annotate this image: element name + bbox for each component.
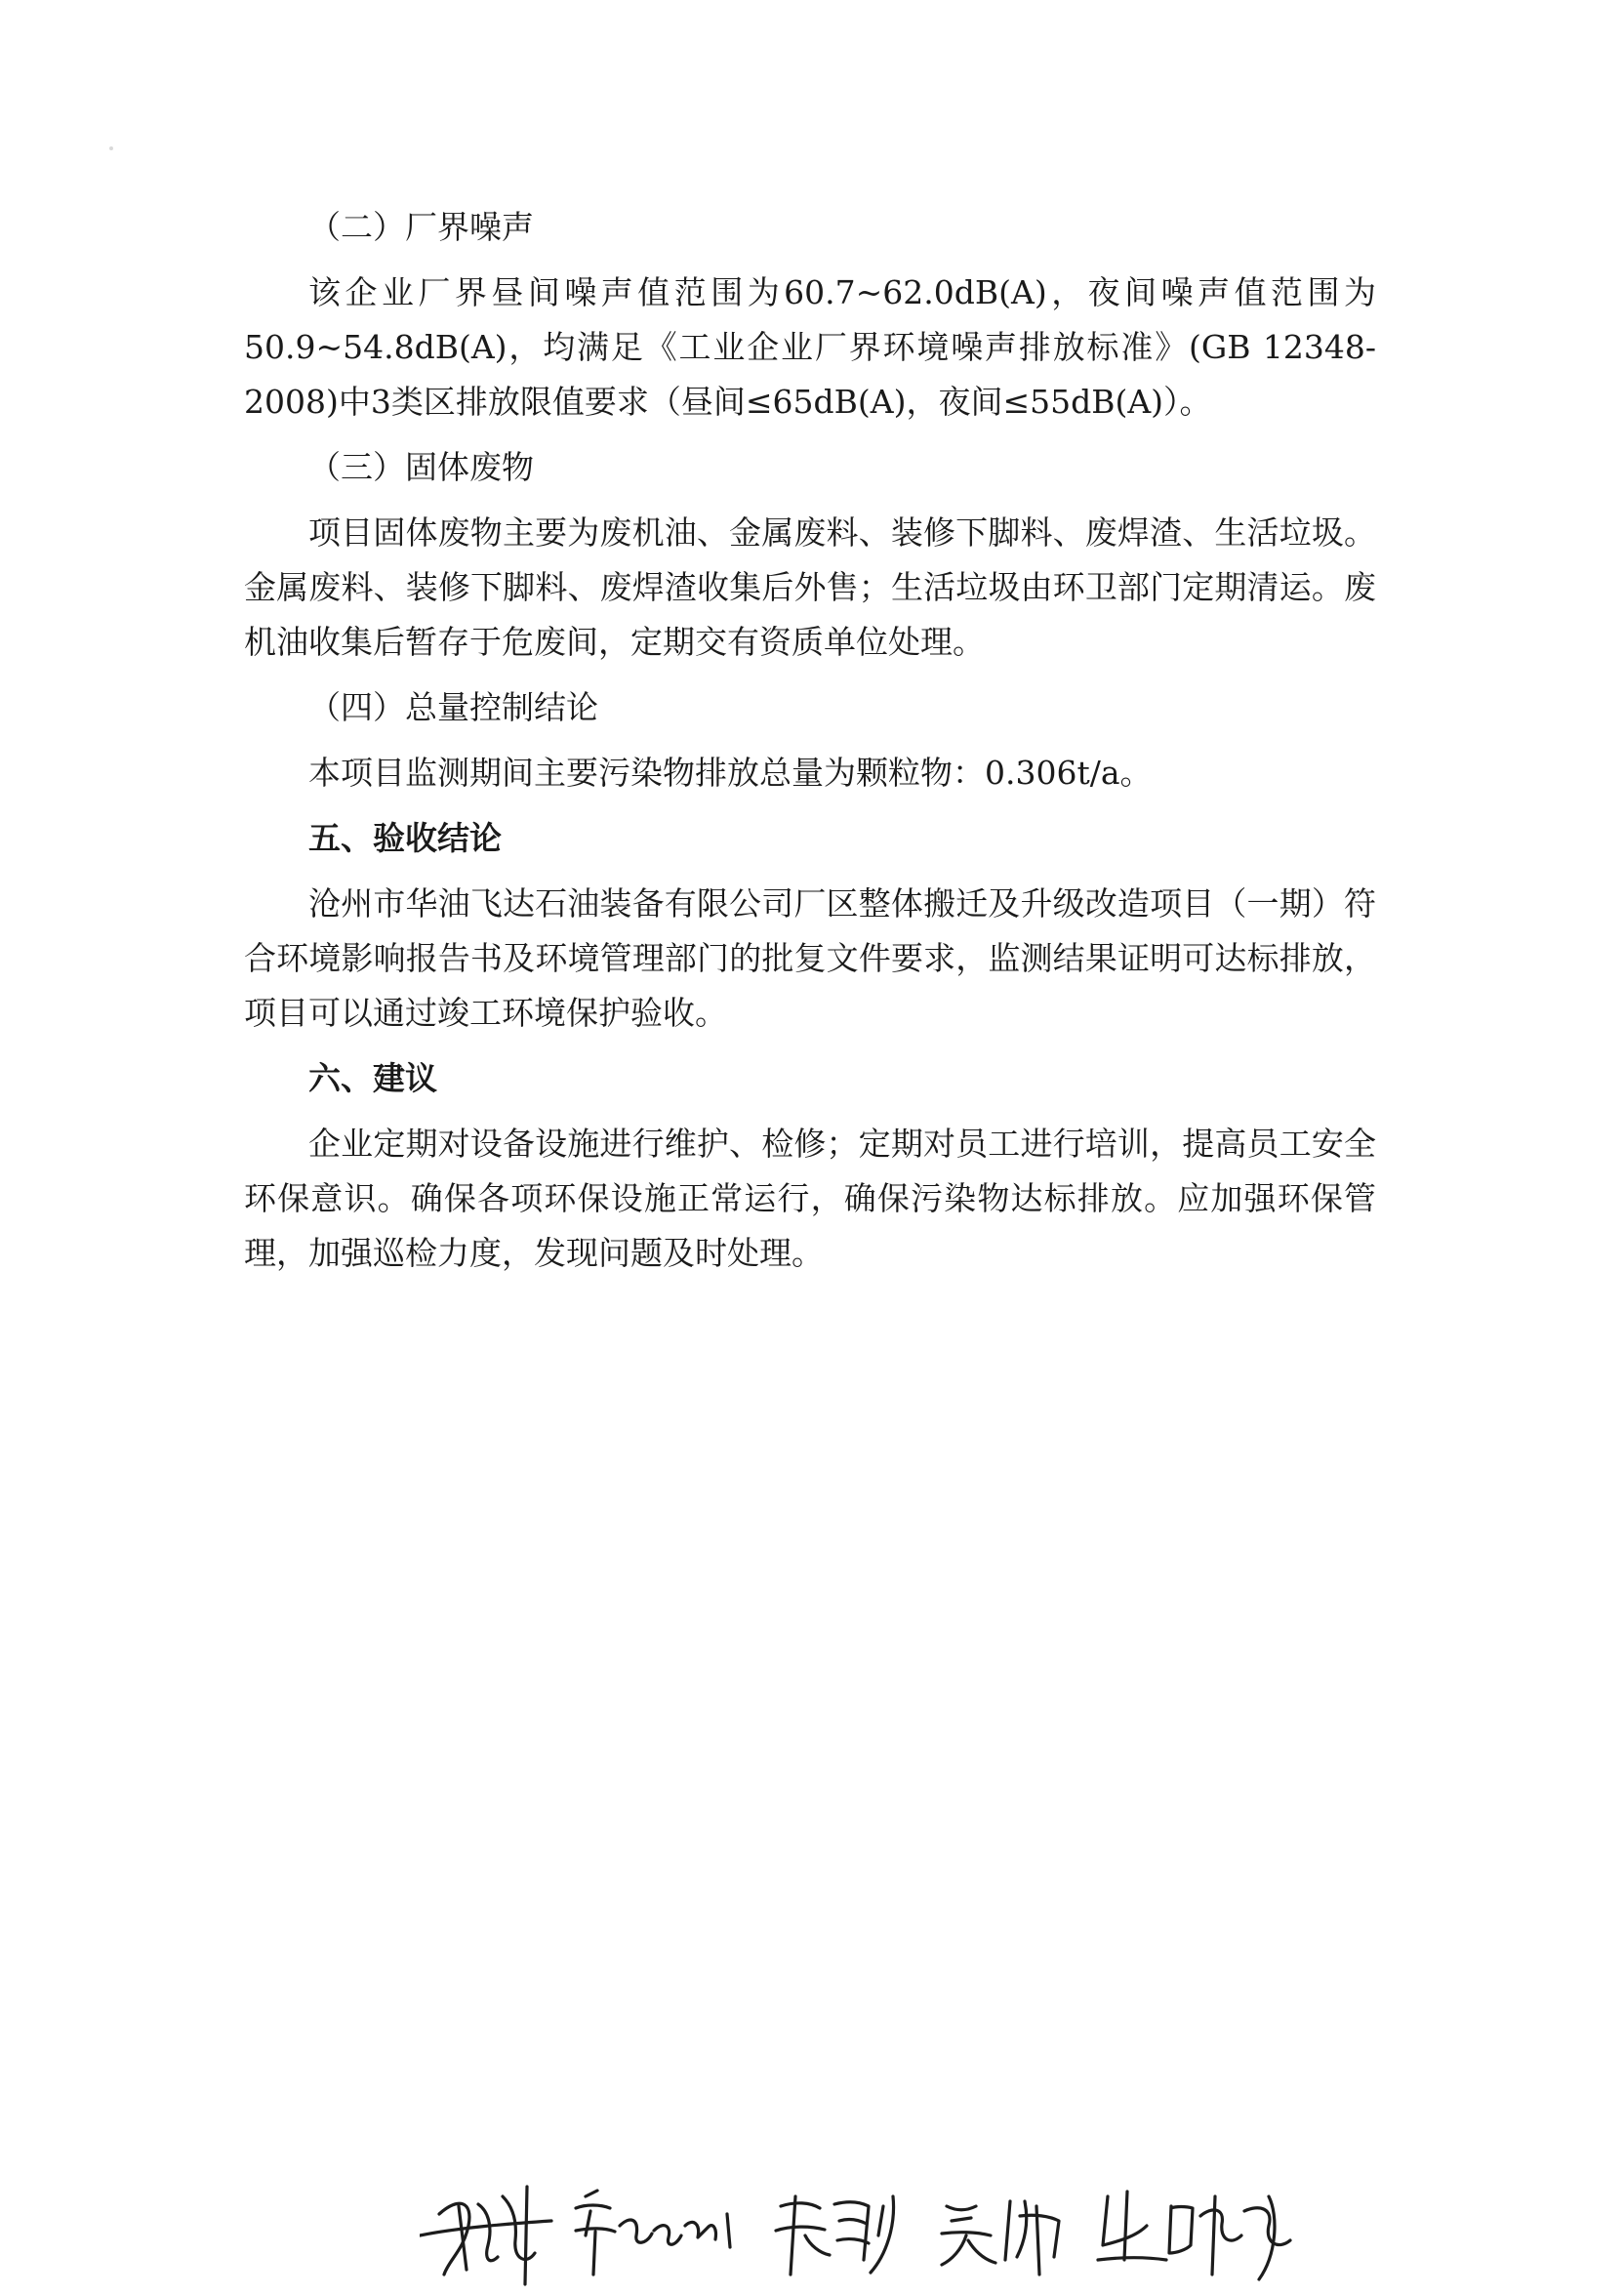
noise-paragraph: 该企业厂界昼间噪声值范围为60.7~62.0dB(A)，夜间噪声值范围为50.9~54.8dB(A)，均满足《工业企业厂界环境噪声排放标准》(GB 12348-2008)中3类区排放限值要求（昼间≤65dB(A)，夜间≤55dB(A)）。 — [244, 273, 1376, 421]
signature-4 — [942, 2201, 1059, 2275]
signature-2 — [576, 2191, 730, 2275]
suggestions-paragraph: 企业定期对设备设施进行维护、检修；定期对员工进行培训，提高员工安全环保意识。确保各项环保设施正常运行，确保污染物达标排放。应加强环保管理，加强巡检力度，发现问题及时处理。 — [244, 1125, 1376, 1272]
handwritten-signatures — [420, 2167, 1493, 2294]
noise-heading: （二）厂界噪声 — [308, 208, 534, 246]
signature-1 — [420, 2187, 551, 2284]
solid-waste-paragraph: 项目固体废物主要为废机油、金属废料、装修下脚料、废焊渣、生活垃圾。金属废料、装修下脚料、废焊渣收集后外售；生活垃圾由环卫部门定期清运。废机油收集后暂存于危废间，定期交有资质单位处理。 — [244, 513, 1376, 661]
total-control-heading: （四）总量控制结论 — [308, 688, 598, 726]
signature-5 — [1098, 2192, 1290, 2279]
suggestions-title: 六、建议 — [308, 1059, 437, 1097]
signature-3 — [776, 2196, 894, 2275]
acceptance-conclusion-title: 五、验收结论 — [308, 819, 502, 857]
total-control-paragraph: 本项目监测期间主要污染物排放总量为颗粒物：0.306t/a。 — [308, 754, 1153, 792]
solid-waste-heading: （三）固体废物 — [308, 448, 534, 486]
scan-speck — [109, 146, 113, 150]
document-body — [244, 200, 1376, 1292]
signature-area — [420, 2167, 1493, 2294]
acceptance-conclusion-paragraph: 沧州市华油飞达石油装备有限公司厂区整体搬迁及升级改造项目（一期）符合环境影响报告书及环境管理部门的批复文件要求，监测结果证明可达标排放，项目可以通过竣工环境保护验收。 — [244, 884, 1376, 1032]
